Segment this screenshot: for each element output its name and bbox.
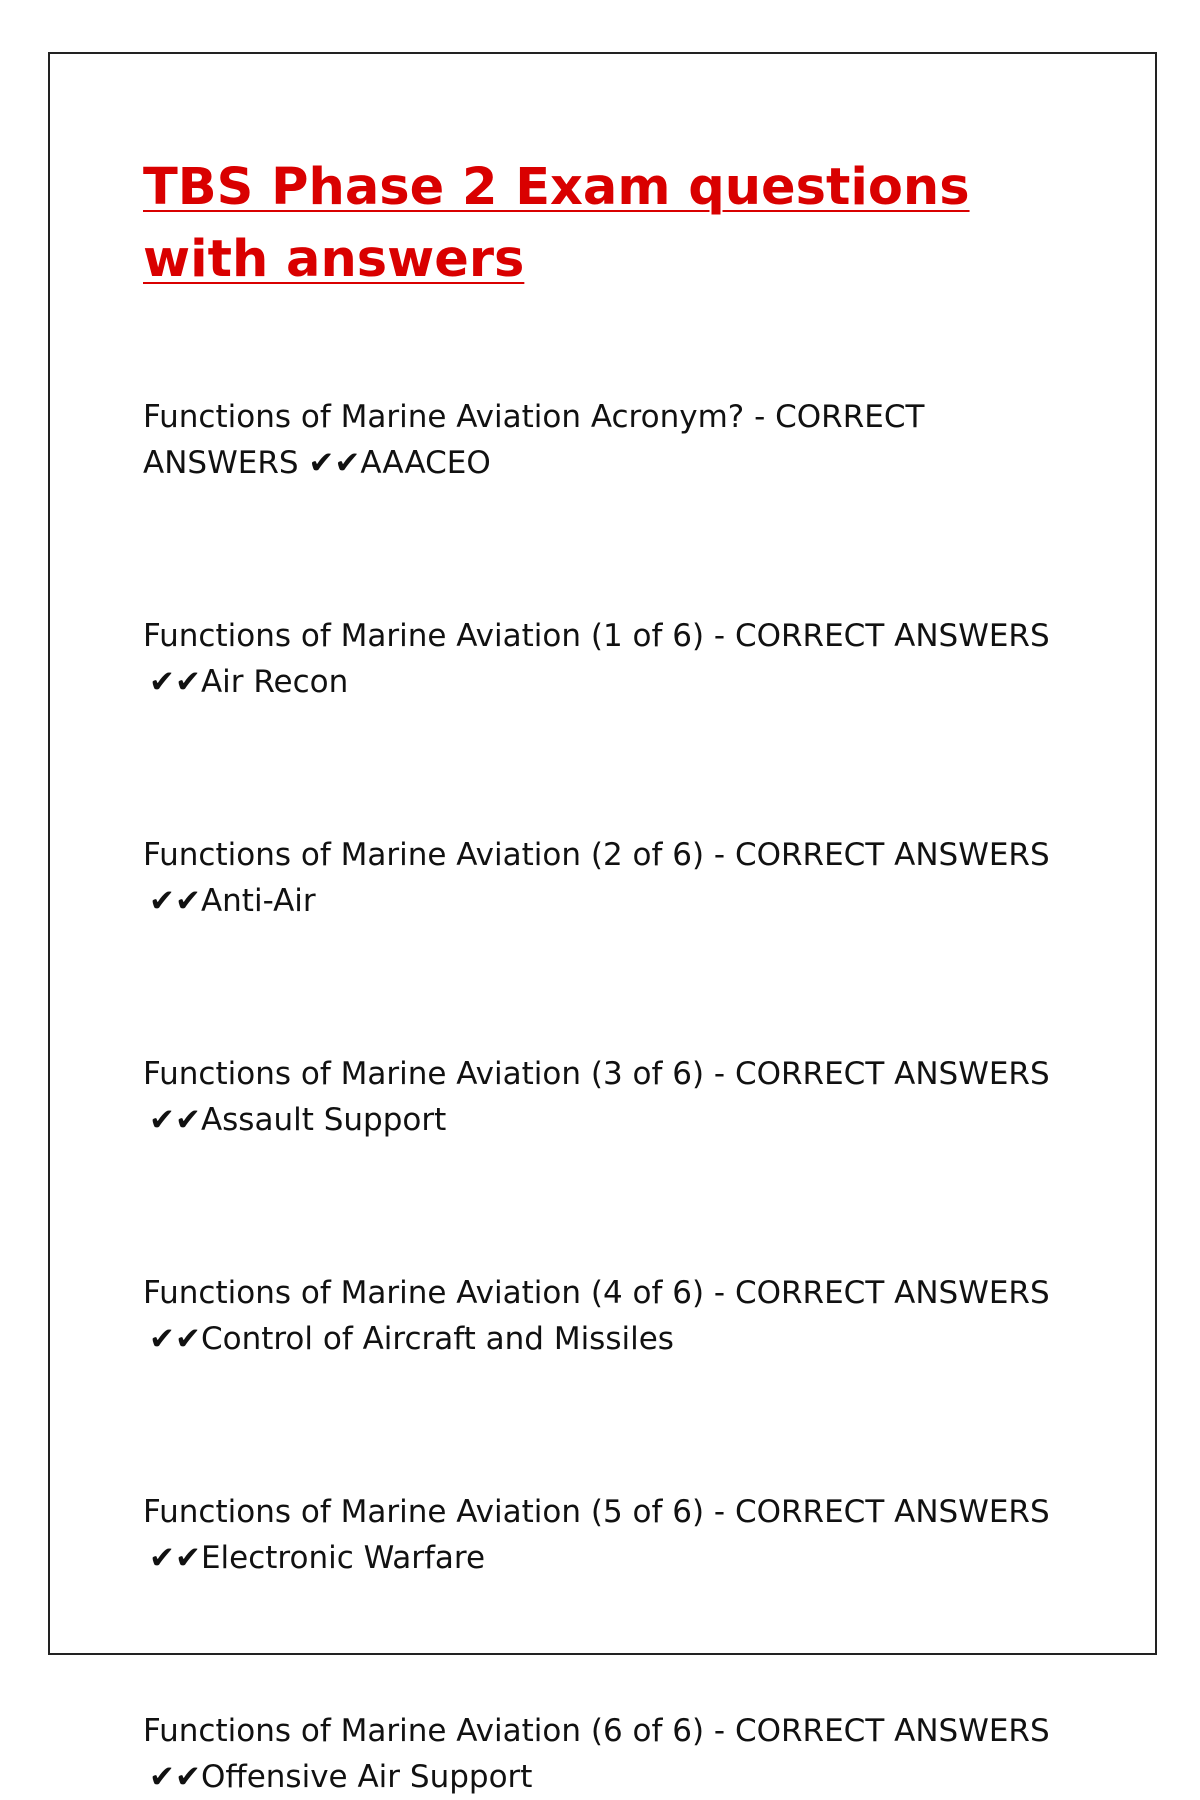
double-check-icon: ✔✔ (149, 1540, 201, 1576)
double-check-icon: ✔✔ (149, 1321, 201, 1357)
double-check-icon: ✔✔ (149, 883, 201, 919)
qa-list (143, 394, 1103, 1800)
question-text: Functions of Marine Aviation (3 of 6) - CORRECT ANSWERS (143, 1056, 1050, 1092)
document-page (48, 52, 1157, 1795)
qa-item (143, 1051, 1103, 1143)
document-title: TBS Phase 2 Exam questions with answers (143, 158, 970, 289)
qa-item (143, 394, 1103, 486)
answer-lead: ANSWERS (143, 445, 309, 481)
answer-line (143, 878, 1103, 924)
qa-item (143, 1270, 1103, 1362)
answer-line (143, 440, 1103, 486)
double-check-icon: ✔✔ (308, 445, 361, 481)
question-text: Functions of Marine Aviation (1 of 6) - CORRECT ANSWERS (143, 618, 1050, 654)
qa-item (143, 1708, 1103, 1800)
answer-text: Air Recon (200, 664, 349, 700)
double-check-icon: ✔✔ (149, 1759, 201, 1795)
answer-text: Anti-Air (200, 883, 316, 919)
answer-line (143, 659, 1103, 705)
qa-item (143, 613, 1103, 705)
question-text: Functions of Marine Aviation (6 of 6) - CORRECT ANSWERS (143, 1713, 1050, 1749)
answer-text: Control of Aircraft and Missiles (200, 1321, 674, 1357)
answer-text: Offensive Air Support (200, 1759, 533, 1795)
qa-item (143, 832, 1103, 924)
answer-text: AAACEO (360, 445, 491, 481)
qa-item (143, 1489, 1103, 1581)
answer-line (143, 1535, 1103, 1581)
answer-line (143, 1097, 1103, 1143)
answer-text: Electronic Warfare (200, 1540, 486, 1576)
double-check-icon: ✔✔ (149, 1102, 201, 1138)
double-check-icon: ✔✔ (149, 664, 201, 700)
answer-line (143, 1316, 1103, 1362)
question-text: Functions of Marine Aviation Acronym? - CORRECT (143, 399, 925, 435)
question-text: Functions of Marine Aviation (4 of 6) - CORRECT ANSWERS (143, 1275, 1050, 1311)
question-text: Functions of Marine Aviation (5 of 6) - CORRECT ANSWERS (143, 1494, 1050, 1530)
answer-text: Assault Support (200, 1102, 447, 1138)
answer-line (143, 1754, 1103, 1800)
question-text: Functions of Marine Aviation (2 of 6) - CORRECT ANSWERS (143, 837, 1050, 873)
